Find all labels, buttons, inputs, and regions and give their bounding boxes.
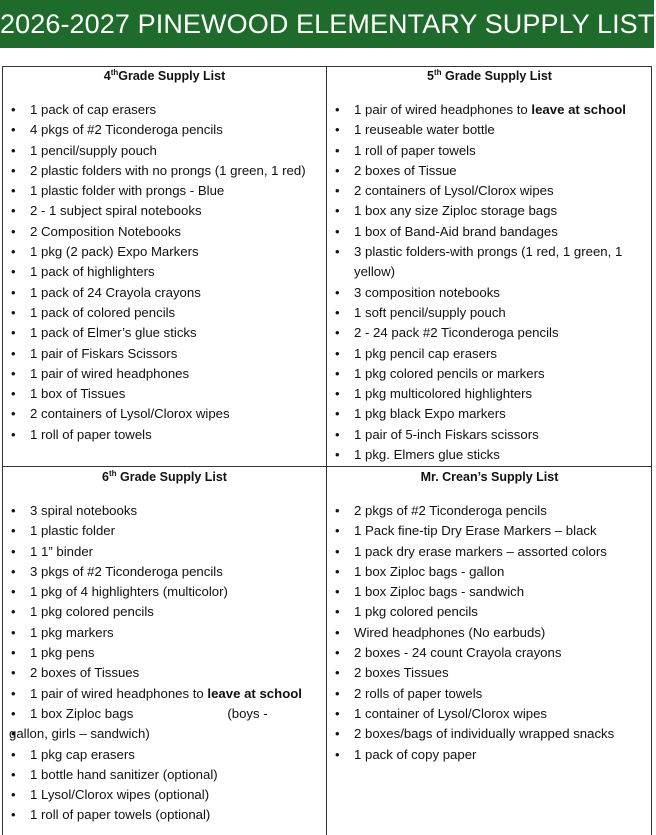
list-item: • 1 pkg colored pencils or markers xyxy=(333,364,646,384)
list-item: • 1 pack of 24 Crayola crayons xyxy=(9,283,320,303)
grade4-cell xyxy=(3,66,326,466)
list-item: • 1 pair of Fiskars Scissors xyxy=(9,344,320,364)
grade5-heading: 5th Grade Supply List xyxy=(427,68,552,83)
list-item: • 1 pair of wired headphones to leave at school xyxy=(333,100,646,120)
list-item: • 1 box Ziploc bags - sandwich xyxy=(333,582,646,602)
list-item: • 1 pencil/supply pouch xyxy=(9,141,320,161)
list-item: • 1 Pack fine-tip Dry Erase Markers – black xyxy=(333,521,646,541)
list-item: • 2 boxes - 24 count Crayola crayons xyxy=(333,643,646,663)
list-item: • 2 - 1 subject spiral notebooks xyxy=(9,201,320,221)
list-item: • 1 pkg of 4 highlighters (multicolor) xyxy=(9,582,320,602)
crean-cell xyxy=(327,467,652,835)
list-item: • 3 plastic folders-with prongs (1 red, 1 green, 1 yellow) xyxy=(333,242,646,283)
list-item: • 1 plastic folder xyxy=(9,521,320,541)
list-item: • 1 pair of wired headphones to leave at school xyxy=(9,684,320,704)
list-item: • 2 boxes Tissues xyxy=(333,663,646,683)
list-item: • 1 pack of cap erasers xyxy=(9,100,320,120)
list-item: • 4 pkgs of #2 Ticonderoga pencils xyxy=(9,120,320,140)
list-item: • 1 box any size Ziploc storage bags xyxy=(333,201,646,221)
grade6-cell xyxy=(3,467,326,835)
list-item: • 2 pkgs of #2 Ticonderoga pencils xyxy=(333,501,646,521)
list-item: • 1 plastic folder with prongs - Blue xyxy=(9,181,320,201)
list-item: • 1 pkg (2 pack) Expo Markers xyxy=(9,242,320,262)
list-item: • 2 rolls of paper towels xyxy=(333,684,646,704)
list-item: • 2 containers of Lysol/Clorox wipes xyxy=(9,404,320,424)
list-item: • 2 boxes/bags of individually wrapped snacks xyxy=(333,724,646,744)
list-item: • Wired headphones (No earbuds) xyxy=(333,623,646,643)
list-item: • 1 box of Band-Aid brand bandages xyxy=(333,222,646,242)
list-item: • 3 composition notebooks xyxy=(333,283,646,303)
crean-heading: Mr. Crean’s Supply List xyxy=(420,470,559,484)
list-item: • 2 Composition Notebooks xyxy=(9,222,320,242)
list-item: • 3 spiral notebooks xyxy=(9,501,320,521)
grade4-list xyxy=(9,100,320,445)
grade5-list xyxy=(333,100,646,465)
list-item: • 1 pkg colored pencils xyxy=(9,602,320,622)
list-item-continuation: • gallon, girls – sandwich) xyxy=(9,724,320,744)
list-item: • 2 plastic folders with no prongs (1 green, 1 red) xyxy=(9,161,320,181)
list-item: • 1 Lysol/Clorox wipes (optional) xyxy=(9,785,320,805)
list-item: • 1 container of Lysol/Clorox wipes xyxy=(333,704,646,724)
list-item: • 2 - 24 pack #2 Ticonderoga pencils xyxy=(333,323,646,343)
list-item: • 2 boxes of Tissues xyxy=(9,663,320,683)
list-item: • 1 box of Tissues xyxy=(9,384,320,404)
list-item: • 1 pack dry erase markers – assorted colors xyxy=(333,542,646,562)
list-item: • 2 containers of Lysol/Clorox wipes xyxy=(333,181,646,201)
list-item: • 1 pack of highlighters xyxy=(9,262,320,282)
list-item: • 1 pkg. Elmers glue sticks xyxy=(333,445,646,465)
grade5-cell xyxy=(327,66,652,466)
list-item: • 1 pkg markers xyxy=(9,623,320,643)
list-item: • 1 roll of paper towels xyxy=(9,425,320,445)
list-item: • 3 pkgs of #2 Ticonderoga pencils xyxy=(9,562,320,582)
crean-list xyxy=(333,501,646,765)
list-item: • 1 reuseable water bottle xyxy=(333,120,646,140)
list-item: • 1 pkg multicolored highlighters xyxy=(333,384,646,404)
list-item: • 1 pkg pens xyxy=(9,643,320,663)
list-item: • 1 pair of 5-inch Fiskars scissors xyxy=(333,425,646,445)
list-item: • 1 pack of colored pencils xyxy=(9,303,320,323)
list-item: • 1 pack of Elmer’s glue sticks xyxy=(9,323,320,343)
list-item: • 1 pkg colored pencils xyxy=(333,602,646,622)
list-item: • 1 roll of paper towels xyxy=(333,141,646,161)
list-item: • 1 roll of paper towels (optional) xyxy=(9,805,320,825)
grade4-heading: 4thGrade Supply List xyxy=(103,68,226,83)
grade6-heading: 6th Grade Supply List xyxy=(102,469,227,484)
list-item: • 1 soft pencil/supply pouch xyxy=(333,303,646,323)
list-item: • 1 1” binder xyxy=(9,542,320,562)
list-item: • 2 boxes of Tissue xyxy=(333,161,646,181)
list-item: • 1 pkg cap erasers xyxy=(9,745,320,765)
list-item: • 1 pack of copy paper xyxy=(333,745,646,765)
page-title: 2026-2027 PINEWOOD ELEMENTARY SUPPLY LIST xyxy=(0,0,654,48)
grade6-list xyxy=(9,501,320,826)
list-item: • 1 pkg pencil cap erasers xyxy=(333,344,646,364)
list-item: • 1 pkg black Expo markers xyxy=(333,404,646,424)
list-item: • 1 box Ziploc bags (boys - xyxy=(9,704,320,724)
list-item: • 1 pair of wired headphones xyxy=(9,364,320,384)
list-item: • 1 box Ziploc bags - gallon xyxy=(333,562,646,582)
list-item: • 1 bottle hand sanitizer (optional) xyxy=(9,765,320,785)
